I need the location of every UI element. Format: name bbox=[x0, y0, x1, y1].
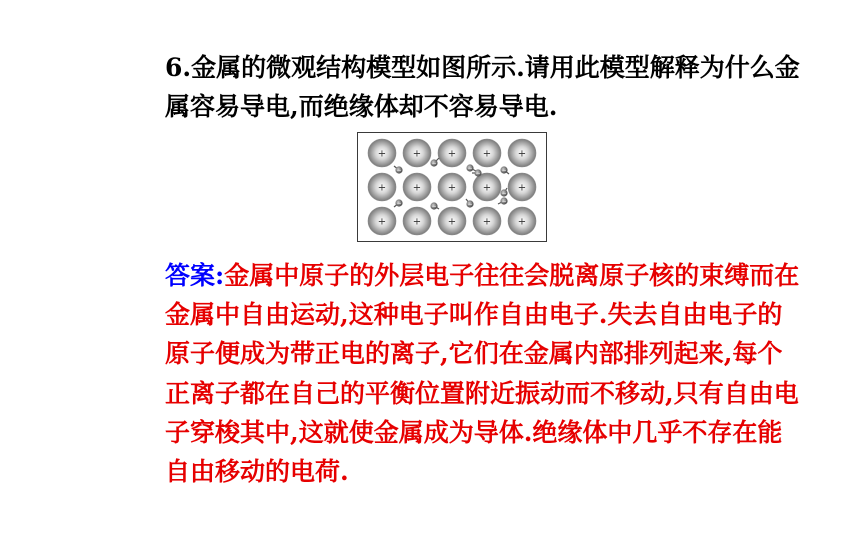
positive-ion bbox=[508, 139, 536, 167]
positive-ion bbox=[508, 207, 536, 235]
free-electron bbox=[394, 166, 403, 174]
ion-charge-label: + bbox=[447, 182, 457, 194]
ion-charge-label: + bbox=[482, 148, 492, 160]
ion-charge-label: + bbox=[377, 216, 387, 228]
electron-charge-label: − bbox=[396, 200, 402, 207]
positive-ion bbox=[368, 139, 396, 167]
answer-label: 答案: bbox=[165, 261, 225, 290]
positive-ion bbox=[403, 139, 431, 167]
free-electron bbox=[430, 202, 439, 210]
positive-ion bbox=[438, 207, 466, 235]
positive-ion bbox=[368, 173, 396, 201]
positive-ion bbox=[403, 173, 431, 201]
ion-charge-label: + bbox=[482, 216, 492, 228]
ion-charge-label: + bbox=[447, 216, 457, 228]
ion-charge-label: + bbox=[412, 182, 422, 194]
free-electron bbox=[472, 169, 482, 177]
positive-ion bbox=[473, 139, 501, 167]
positive-ion bbox=[438, 139, 466, 167]
positive-ion bbox=[508, 173, 536, 201]
ion-charge-label: + bbox=[447, 148, 457, 160]
free-electron bbox=[500, 188, 507, 197]
ion-charge-label: + bbox=[517, 182, 527, 194]
metal-structure-svg bbox=[358, 133, 548, 243]
ion-charge-label: + bbox=[412, 216, 422, 228]
electron-charge-label: − bbox=[431, 203, 437, 210]
electron-charge-label: − bbox=[467, 201, 473, 208]
electron-charge-label: − bbox=[501, 190, 507, 197]
ion-charge-label: + bbox=[377, 182, 387, 194]
ion-charge-label: + bbox=[517, 148, 527, 160]
ion-charge-label: + bbox=[482, 182, 492, 194]
electron-charge-label: − bbox=[475, 170, 481, 177]
electron-charge-label: − bbox=[396, 167, 402, 174]
positive-ion bbox=[438, 173, 466, 201]
ion-charge-label: + bbox=[377, 148, 387, 160]
question-text: 6.金属的微观结构模型如图所示.请用此模型解释为什么金属容易导电,而绝缘体却不容易导电. bbox=[165, 53, 800, 121]
free-electron bbox=[500, 166, 509, 174]
ion-charge-label: + bbox=[517, 216, 527, 228]
positive-ion bbox=[473, 173, 501, 201]
electron-charge-label: − bbox=[501, 198, 507, 205]
answer-text: 金属中原子的外层电子往往会脱离原子核的束缚而在金属中自由运动,这种电子叫作自由电子.失去自由电子的原子便成为带正电的离子,它们在金属内部排列起来,每个正离子都在自己的平衡位置附近振动而不移动,只有自由电子穿梭其中,这就使金属成为导体.绝缘体中几乎不存在能自由移动的电荷. bbox=[165, 261, 800, 487]
ion-charge-label: + bbox=[412, 148, 422, 160]
electron-charge-label: − bbox=[431, 160, 437, 167]
answer-paragraph bbox=[165, 256, 807, 491]
free-electron bbox=[394, 199, 403, 207]
metal-structure-diagram bbox=[357, 132, 547, 242]
positive-ion bbox=[368, 207, 396, 235]
positive-ion bbox=[403, 207, 431, 235]
positive-ion bbox=[473, 207, 501, 235]
free-electron bbox=[430, 158, 439, 167]
electron-charge-label: − bbox=[501, 167, 507, 174]
free-electron bbox=[466, 199, 474, 208]
free-electron bbox=[498, 197, 508, 205]
electron-charge-label: − bbox=[467, 165, 473, 172]
